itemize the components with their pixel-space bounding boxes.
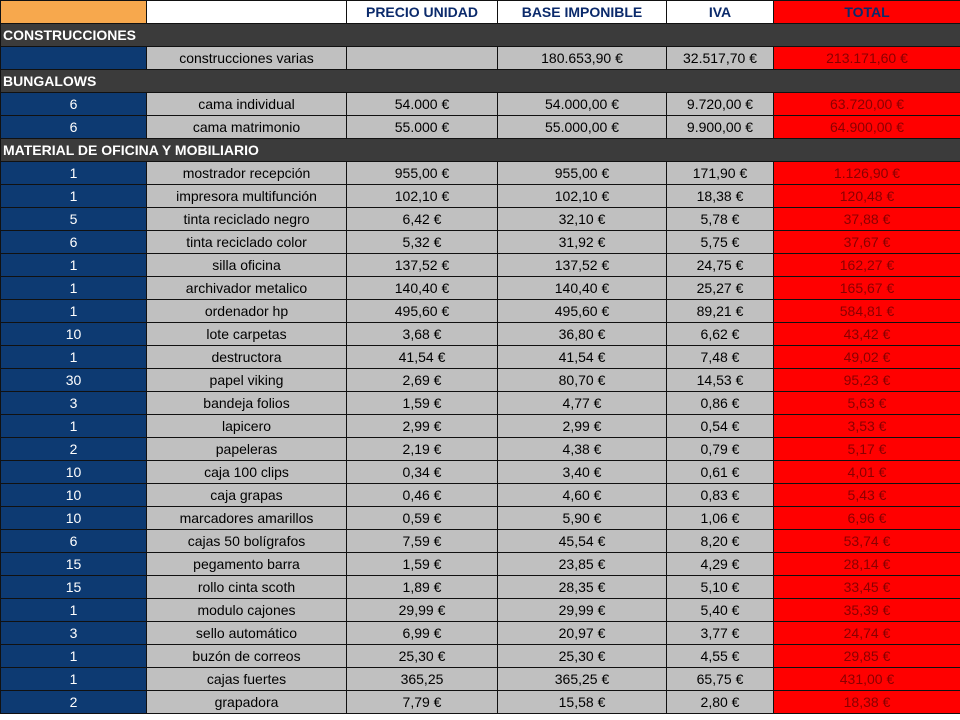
unit-price-cell: 7,79 €	[347, 691, 498, 714]
total-cell: 162,27 €	[774, 254, 960, 277]
base-cell: 2,99 €	[498, 415, 667, 438]
quantity-cell: 1	[1, 254, 147, 277]
total-cell: 5,43 €	[774, 484, 960, 507]
base-cell: 31,92 €	[498, 231, 667, 254]
total-cell: 165,67 €	[774, 277, 960, 300]
quantity-cell: 1	[1, 162, 147, 185]
section-title: MATERIAL DE OFICINA Y MOBILIARIO	[1, 139, 960, 162]
total-cell: 53,74 €	[774, 530, 960, 553]
unit-price-cell: 365,25	[347, 668, 498, 691]
base-cell: 80,70 €	[498, 369, 667, 392]
table-row	[1, 300, 960, 323]
iva-cell: 5,10 €	[667, 576, 774, 599]
table-row	[1, 645, 960, 668]
total-cell: 35,39 €	[774, 599, 960, 622]
base-cell: 36,80 €	[498, 323, 667, 346]
total-cell: 431,00 €	[774, 668, 960, 691]
iva-cell: 2,80 €	[667, 691, 774, 714]
unit-price-cell: 2,69 €	[347, 369, 498, 392]
description-cell: papel viking	[147, 369, 347, 392]
quantity-cell: 3	[1, 392, 147, 415]
iva-cell: 5,78 €	[667, 208, 774, 231]
quantity-cell: 1	[1, 645, 147, 668]
base-cell: 4,77 €	[498, 392, 667, 415]
table-row	[1, 208, 960, 231]
iva-cell: 4,55 €	[667, 645, 774, 668]
base-cell: 32,10 €	[498, 208, 667, 231]
iva-cell: 6,62 €	[667, 323, 774, 346]
table-row	[1, 231, 960, 254]
base-cell: 495,60 €	[498, 300, 667, 323]
unit-price-cell: 54.000 €	[347, 93, 498, 116]
unit-price-cell: 25,30 €	[347, 645, 498, 668]
table-row	[1, 254, 960, 277]
unit-price-cell: 41,54 €	[347, 346, 498, 369]
quantity-cell: 3	[1, 622, 147, 645]
iva-cell: 5,40 €	[667, 599, 774, 622]
table-row	[1, 691, 960, 714]
unit-price-cell: 0,46 €	[347, 484, 498, 507]
description-cell: caja 100 clips	[147, 461, 347, 484]
total-cell: 3,53 €	[774, 415, 960, 438]
unit-price-cell: 5,32 €	[347, 231, 498, 254]
quantity-cell: 15	[1, 553, 147, 576]
base-cell: 55.000,00 €	[498, 116, 667, 139]
table-row	[1, 323, 960, 346]
description-cell: mostrador recepción	[147, 162, 347, 185]
iva-cell: 4,29 €	[667, 553, 774, 576]
total-cell: 28,14 €	[774, 553, 960, 576]
base-cell: 20,97 €	[498, 622, 667, 645]
description-cell: cama matrimonio	[147, 116, 347, 139]
section-title: CONSTRUCCIONES	[1, 24, 960, 47]
description-cell: modulo cajones	[147, 599, 347, 622]
iva-cell: 1,06 €	[667, 507, 774, 530]
iva-cell: 7,48 €	[667, 346, 774, 369]
description-cell: construcciones varias	[147, 47, 347, 70]
table-row	[1, 369, 960, 392]
iva-cell: 9.900,00 €	[667, 116, 774, 139]
unit-price-cell: 6,99 €	[347, 622, 498, 645]
quantity-cell: 15	[1, 576, 147, 599]
total-cell: 18,38 €	[774, 691, 960, 714]
quantity-cell: 1	[1, 185, 147, 208]
total-cell: 4,01 €	[774, 461, 960, 484]
table-row	[1, 461, 960, 484]
iva-cell: 65,75 €	[667, 668, 774, 691]
quantity-cell: 1	[1, 599, 147, 622]
unit-price-cell: 1,59 €	[347, 392, 498, 415]
unit-price-cell: 2,99 €	[347, 415, 498, 438]
table-row	[1, 668, 960, 691]
base-cell: 45,54 €	[498, 530, 667, 553]
iva-cell: 24,75 €	[667, 254, 774, 277]
base-cell: 25,30 €	[498, 645, 667, 668]
total-cell: 37,88 €	[774, 208, 960, 231]
iva-cell: 14,53 €	[667, 369, 774, 392]
base-cell: 180.653,90 €	[498, 47, 667, 70]
base-cell: 5,90 €	[498, 507, 667, 530]
iva-cell: 8,20 €	[667, 530, 774, 553]
section-row	[1, 139, 960, 162]
base-cell: 54.000,00 €	[498, 93, 667, 116]
header-row	[1, 1, 960, 24]
table-row	[1, 185, 960, 208]
quantity-cell: 10	[1, 507, 147, 530]
total-cell: 33,45 €	[774, 576, 960, 599]
quantity-cell: 5	[1, 208, 147, 231]
unit-price-cell: 137,52 €	[347, 254, 498, 277]
unit-price-cell: 6,42 €	[347, 208, 498, 231]
unit-price-cell: 3,68 €	[347, 323, 498, 346]
iva-cell: 32.517,70 €	[667, 47, 774, 70]
budget-table-body	[1, 1, 960, 714]
total-cell: 5,63 €	[774, 392, 960, 415]
total-cell: 43,42 €	[774, 323, 960, 346]
base-cell: 3,40 €	[498, 461, 667, 484]
total-cell: 29,85 €	[774, 645, 960, 668]
unit-price-cell	[347, 47, 498, 70]
quantity-cell: 30	[1, 369, 147, 392]
table-row	[1, 484, 960, 507]
total-cell: 64.900,00 €	[774, 116, 960, 139]
quantity-cell: 1	[1, 300, 147, 323]
quantity-cell: 1	[1, 668, 147, 691]
table-row	[1, 576, 960, 599]
table-row	[1, 599, 960, 622]
quantity-cell: 6	[1, 231, 147, 254]
header-total: TOTAL	[774, 1, 960, 24]
unit-price-cell: 0,59 €	[347, 507, 498, 530]
unit-price-cell: 7,59 €	[347, 530, 498, 553]
unit-price-cell: 55.000 €	[347, 116, 498, 139]
base-cell: 4,60 €	[498, 484, 667, 507]
description-cell: cajas fuertes	[147, 668, 347, 691]
iva-cell: 89,21 €	[667, 300, 774, 323]
base-cell: 23,85 €	[498, 553, 667, 576]
unit-price-cell: 1,59 €	[347, 553, 498, 576]
unit-price-cell: 0,34 €	[347, 461, 498, 484]
table-row	[1, 553, 960, 576]
quantity-cell: 10	[1, 323, 147, 346]
total-cell: 5,17 €	[774, 438, 960, 461]
description-cell: pegamento barra	[147, 553, 347, 576]
unit-price-cell: 955,00 €	[347, 162, 498, 185]
description-cell: destructora	[147, 346, 347, 369]
total-cell: 37,67 €	[774, 231, 960, 254]
header-base-imponible: BASE IMPONIBLE	[498, 1, 667, 24]
base-cell: 15,58 €	[498, 691, 667, 714]
unit-price-cell: 29,99 €	[347, 599, 498, 622]
table-row	[1, 530, 960, 553]
table-row	[1, 415, 960, 438]
description-cell: marcadores amarillos	[147, 507, 347, 530]
section-row	[1, 70, 960, 93]
quantity-cell: 6	[1, 530, 147, 553]
table-row	[1, 162, 960, 185]
quantity-cell: 10	[1, 461, 147, 484]
total-cell: 6,96 €	[774, 507, 960, 530]
description-cell: cajas 50 bolígrafos	[147, 530, 347, 553]
unit-price-cell: 1,89 €	[347, 576, 498, 599]
base-cell: 29,99 €	[498, 599, 667, 622]
table-row	[1, 392, 960, 415]
description-cell: lote carpetas	[147, 323, 347, 346]
iva-cell: 0,86 €	[667, 392, 774, 415]
header-precio-unidad: PRECIO UNIDAD	[347, 1, 498, 24]
table-row	[1, 47, 960, 70]
base-cell: 140,40 €	[498, 277, 667, 300]
quantity-cell: 1	[1, 277, 147, 300]
section-title: BUNGALOWS	[1, 70, 960, 93]
table-row	[1, 438, 960, 461]
quantity-cell: 6	[1, 116, 147, 139]
quantity-cell: 6	[1, 93, 147, 116]
header-blank-description	[147, 1, 347, 24]
table-row	[1, 93, 960, 116]
table-row	[1, 622, 960, 645]
unit-price-cell: 2,19 €	[347, 438, 498, 461]
iva-cell: 5,75 €	[667, 231, 774, 254]
total-cell: 213.171,60 €	[774, 47, 960, 70]
iva-cell: 25,27 €	[667, 277, 774, 300]
description-cell: buzón de correos	[147, 645, 347, 668]
total-cell: 63.720,00 €	[774, 93, 960, 116]
quantity-cell: 1	[1, 346, 147, 369]
unit-price-cell: 140,40 €	[347, 277, 498, 300]
iva-cell: 0,54 €	[667, 415, 774, 438]
base-cell: 102,10 €	[498, 185, 667, 208]
description-cell: tinta reciclado color	[147, 231, 347, 254]
description-cell: cama individual	[147, 93, 347, 116]
description-cell: lapicero	[147, 415, 347, 438]
description-cell: ordenador hp	[147, 300, 347, 323]
iva-cell: 18,38 €	[667, 185, 774, 208]
unit-price-cell: 102,10 €	[347, 185, 498, 208]
iva-cell: 0,61 €	[667, 461, 774, 484]
table-row	[1, 116, 960, 139]
unit-price-cell: 495,60 €	[347, 300, 498, 323]
base-cell: 28,35 €	[498, 576, 667, 599]
header-iva: IVA	[667, 1, 774, 24]
iva-cell: 0,83 €	[667, 484, 774, 507]
table-row	[1, 507, 960, 530]
header-blank-cell	[1, 1, 147, 24]
quantity-cell: 2	[1, 691, 147, 714]
base-cell: 41,54 €	[498, 346, 667, 369]
section-row	[1, 24, 960, 47]
description-cell: impresora multifunción	[147, 185, 347, 208]
total-cell: 24,74 €	[774, 622, 960, 645]
iva-cell: 3,77 €	[667, 622, 774, 645]
iva-cell: 9.720,00 €	[667, 93, 774, 116]
base-cell: 955,00 €	[498, 162, 667, 185]
description-cell: bandeja folios	[147, 392, 347, 415]
base-cell: 137,52 €	[498, 254, 667, 277]
description-cell: tinta reciclado negro	[147, 208, 347, 231]
table-row	[1, 277, 960, 300]
base-cell: 365,25 €	[498, 668, 667, 691]
quantity-cell: 2	[1, 438, 147, 461]
table-row	[1, 346, 960, 369]
description-cell: rollo cinta scoth	[147, 576, 347, 599]
total-cell: 584,81 €	[774, 300, 960, 323]
description-cell: papeleras	[147, 438, 347, 461]
base-cell: 4,38 €	[498, 438, 667, 461]
total-cell: 120,48 €	[774, 185, 960, 208]
total-cell: 1.126,90 €	[774, 162, 960, 185]
total-cell: 95,23 €	[774, 369, 960, 392]
description-cell: silla oficina	[147, 254, 347, 277]
total-cell: 49,02 €	[774, 346, 960, 369]
description-cell: grapadora	[147, 691, 347, 714]
description-cell: sello automático	[147, 622, 347, 645]
iva-cell: 0,79 €	[667, 438, 774, 461]
description-cell: archivador metalico	[147, 277, 347, 300]
quantity-cell: 10	[1, 484, 147, 507]
quantity-cell	[1, 47, 147, 70]
quantity-cell: 1	[1, 415, 147, 438]
iva-cell: 171,90 €	[667, 162, 774, 185]
description-cell: caja grapas	[147, 484, 347, 507]
